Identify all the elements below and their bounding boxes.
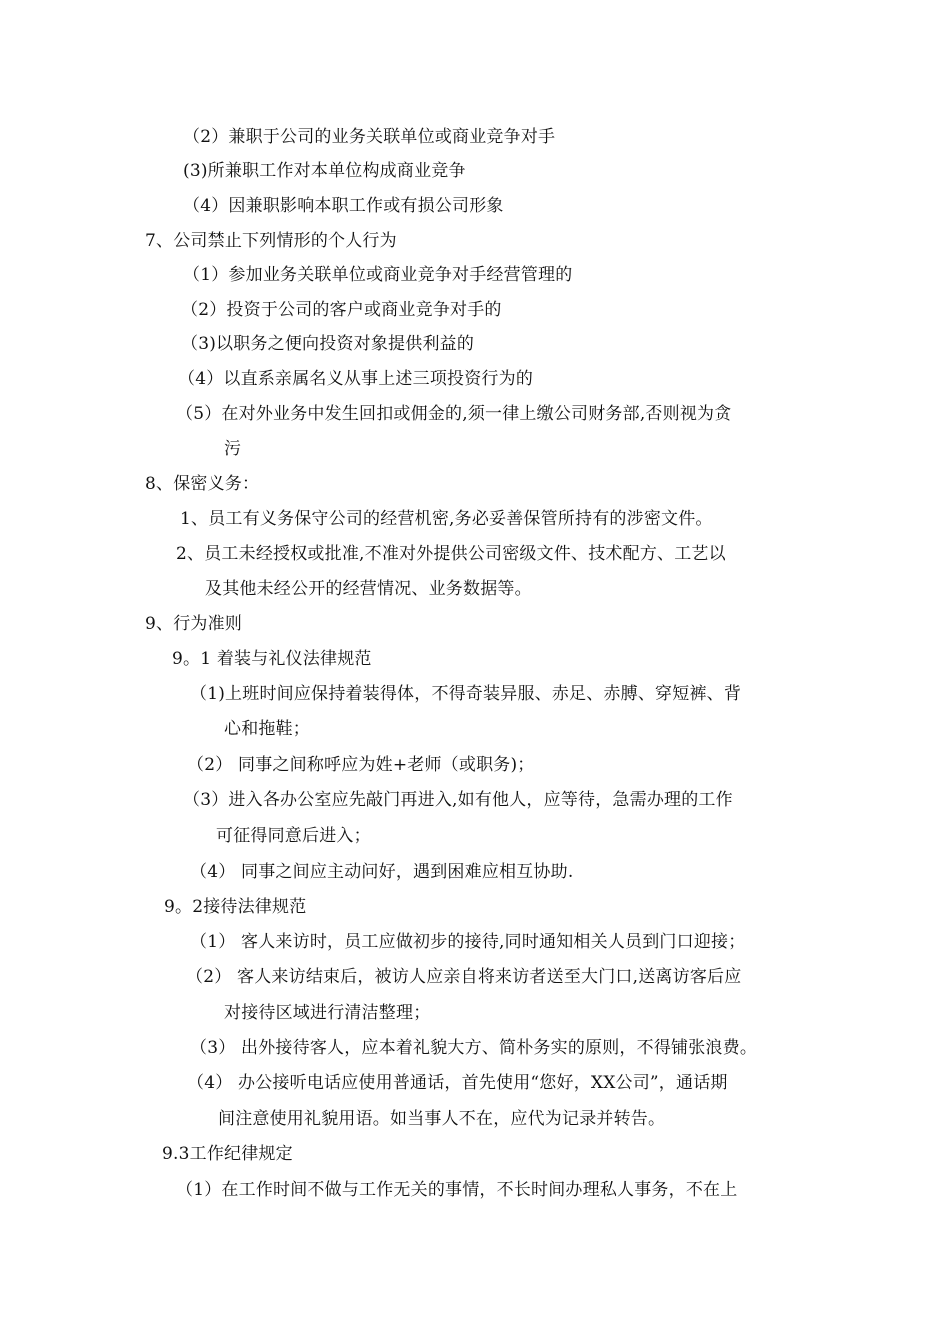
text-line: 污: [224, 439, 242, 459]
text-line: （2） 同事之间称呼应为姓+老师（或职务)；: [187, 755, 535, 775]
text-line: （1）参加业务关联单位或商业竞争对手经营管理的: [183, 265, 573, 285]
text-line: 间注意使用礼貌用语。如当事人不在，应代为记录并转告。: [218, 1109, 666, 1129]
text-line: 2、员工未经授权或批准,不准对外提供公司密级文件、技术配方、工艺以: [176, 544, 726, 564]
text-line: 可征得同意后进入；: [216, 826, 371, 846]
text-line: 9。1 着装与礼仪法律规范: [172, 649, 372, 669]
text-line: （2）兼职于公司的业务关联单位或商业竞争对手: [183, 127, 556, 147]
text-line: (3)所兼职工作对本单位构成商业竞争: [183, 161, 466, 181]
text-line: （3)以职务之便向投资对象提供利益的: [181, 334, 475, 354]
text-line: （2）投资于公司的客户或商业竞争对手的: [181, 300, 502, 320]
text-line: （4）以直系亲属名义从事上述三项投资行为的: [178, 369, 534, 389]
text-line: 及其他未经公开的经营情况、业务数据等。: [205, 579, 532, 599]
text-line: （1） 客人来访时，员工应做初步的接待,同时通知相关人员到门口迎接；: [190, 932, 746, 952]
text-line: 对接待区域进行清洁整理；: [224, 1003, 431, 1023]
text-line: （4）因兼职影响本职工作或有损公司形象: [183, 196, 504, 216]
text-line: （5）在对外业务中发生回扣或佣金的,须一律上缴公司财务部,否则视为贪: [176, 404, 732, 424]
text-line: 9。2接待法律规范: [164, 897, 307, 917]
text-line: （2） 客人来访结束后，被访人应亲自将来访者送至大门口,送离访客后应: [186, 967, 742, 987]
text-line: 9、行为准则: [145, 614, 243, 634]
text-line: （3） 出外接待客人，应本着礼貌大方、简朴务实的原则，不得铺张浪费。: [190, 1038, 758, 1058]
text-line: 心和拖鞋；: [224, 719, 310, 739]
text-line: （1）在工作时间不做与工作无关的事情，不长时间办理私人事务，不在上: [176, 1180, 738, 1200]
text-line: 7、公司禁止下列情形的个人行为: [145, 231, 397, 251]
text-line: （4） 办公接听电话应使用普通话，首先使用“您好，XX公司”，通话期: [187, 1073, 728, 1093]
text-line: 9.3工作纪律规定: [162, 1144, 293, 1164]
text-line: 8、保密义务：: [145, 474, 260, 494]
text-line: （1)上班时间应保持着装得体，不得奇装异服、赤足、赤膊、穿短裤、背: [190, 684, 742, 704]
text-line: （3）进入各办公室应先敲门再进入,如有他人，应等待，急需办理的工作: [183, 790, 733, 810]
text-line: （4） 同事之间应主动问好，遇到困难应相互协助.: [190, 862, 574, 882]
text-line: 1、员工有义务保守公司的经营机密,务必妥善保管所持有的涉密文件。: [180, 509, 713, 529]
